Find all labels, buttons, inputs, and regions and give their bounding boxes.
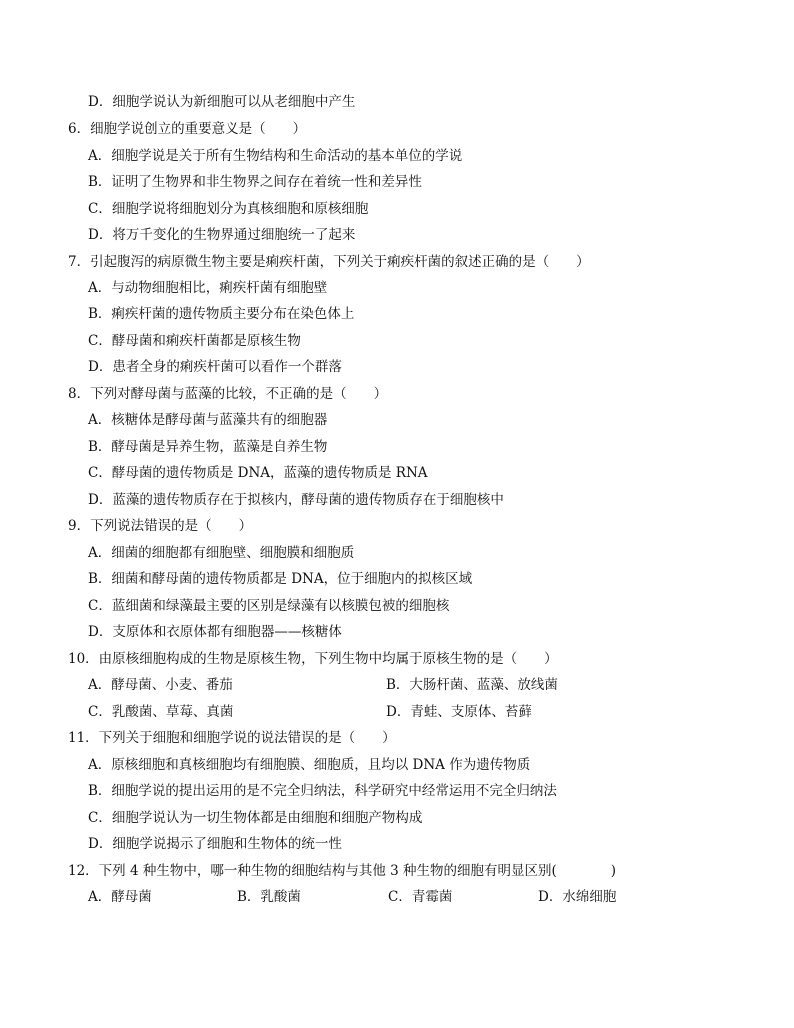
- q7-stem: 7．引起腹泻的病原微生物主要是痢疾杆菌，下列关于痢疾杆菌的叙述正确的是（ ）: [68, 254, 590, 270]
- q8-option-b: B．酵母菌是异养生物，蓝藻是自养生物: [88, 439, 328, 455]
- q10-option-d: D．青蛙、支原体、苔藓: [386, 704, 532, 720]
- q12-option-b: B．乳酸菌: [237, 889, 301, 905]
- q12-stem: 12．下列 4 种生物中，哪一种生物的细胞结构与其他 3 种生物的细胞有明显区别( ): [68, 863, 617, 879]
- q7-option-c: C．酵母菌和痢疾杆菌都是原核生物: [88, 333, 301, 349]
- q9-option-d: D．支原体和衣原体都有细胞器——核糖体: [88, 624, 342, 640]
- q8-option-c: C．酵母菌的遗传物质是 DNA，蓝藻的遗传物质是 RNA: [88, 465, 428, 481]
- q6-option-b: B．证明了生物界和非生物界之间存在着统一性和差异性: [88, 174, 422, 190]
- q9-option-c: C．蓝细菌和绿藻最主要的区别是绿藻有以核膜包被的细胞核: [88, 598, 450, 614]
- q12-option-c: C．青霉菌: [388, 889, 453, 905]
- q10-option-a: A．酵母菌、小麦、番茄: [88, 677, 233, 693]
- q10-option-c: C．乳酸菌、草莓、真菌: [88, 704, 234, 720]
- q9-stem: 9．下列说法错误的是（ ）: [68, 518, 253, 534]
- q9-option-a: A．细菌的细胞都有细胞壁、细胞膜和细胞质: [88, 545, 355, 561]
- q10-stem: 10．由原核细胞构成的生物是原核生物，下列生物中均属于原核生物的是（ ）: [68, 651, 558, 667]
- q7-option-a: A．与动物细胞相比，痢疾杆菌有细胞壁: [88, 280, 328, 296]
- q7-option-b: B．痢疾杆菌的遗传物质主要分布在染色体上: [88, 306, 355, 322]
- q6-option-c: C．细胞学说将细胞划分为真核细胞和原核细胞: [88, 201, 369, 217]
- q11-option-b: B．细胞学说的提出运用的是不完全归纳法，科学研究中经常运用不完全归纳法: [88, 783, 557, 799]
- q9-option-b: B．细菌和酵母菌的遗传物质都是 DNA，位于细胞内的拟核区域: [88, 571, 473, 587]
- q12-option-d: D．水绵细胞: [538, 889, 617, 905]
- q11-option-a: A．原核细胞和真核细胞均有细胞膜、细胞质，且均以 DNA 作为遗传物质: [88, 757, 531, 773]
- q10-option-b: B．大肠杆菌、蓝藻、放线菌: [386, 677, 558, 693]
- q6-option-d: D．将万千变化的生物界通过细胞统一了起来: [88, 227, 356, 243]
- q8-option-d: D．蓝藻的遗传物质存在于拟核内，酵母菌的遗传物质存在于细胞核中: [88, 492, 504, 508]
- q7-option-d: D．患者全身的痢疾杆菌可以看作一个群落: [88, 359, 342, 375]
- q8-option-a: A．核糖体是酵母菌与蓝藻共有的细胞器: [88, 412, 328, 428]
- q6-option-a: A．细胞学说是关于所有生物结构和生命活动的基本单位的学说: [88, 148, 463, 164]
- q5-option-d: D．细胞学说认为新细胞可以从老细胞中产生: [88, 94, 356, 110]
- q6-stem: 6．细胞学说创立的重要意义是（ ）: [68, 121, 307, 137]
- q12-option-a: A．酵母菌: [88, 889, 152, 905]
- q11-option-d: D．细胞学说揭示了细胞和生物体的统一性: [88, 836, 342, 852]
- q11-option-c: C．细胞学说认为一切生物体都是由细胞和细胞产物构成: [88, 810, 423, 826]
- q11-stem: 11．下列关于细胞和细胞学说的说法错误的是（ ）: [68, 730, 396, 746]
- q8-stem: 8．下列对酵母菌与蓝藻的比较，不正确的是（ ）: [68, 386, 388, 402]
